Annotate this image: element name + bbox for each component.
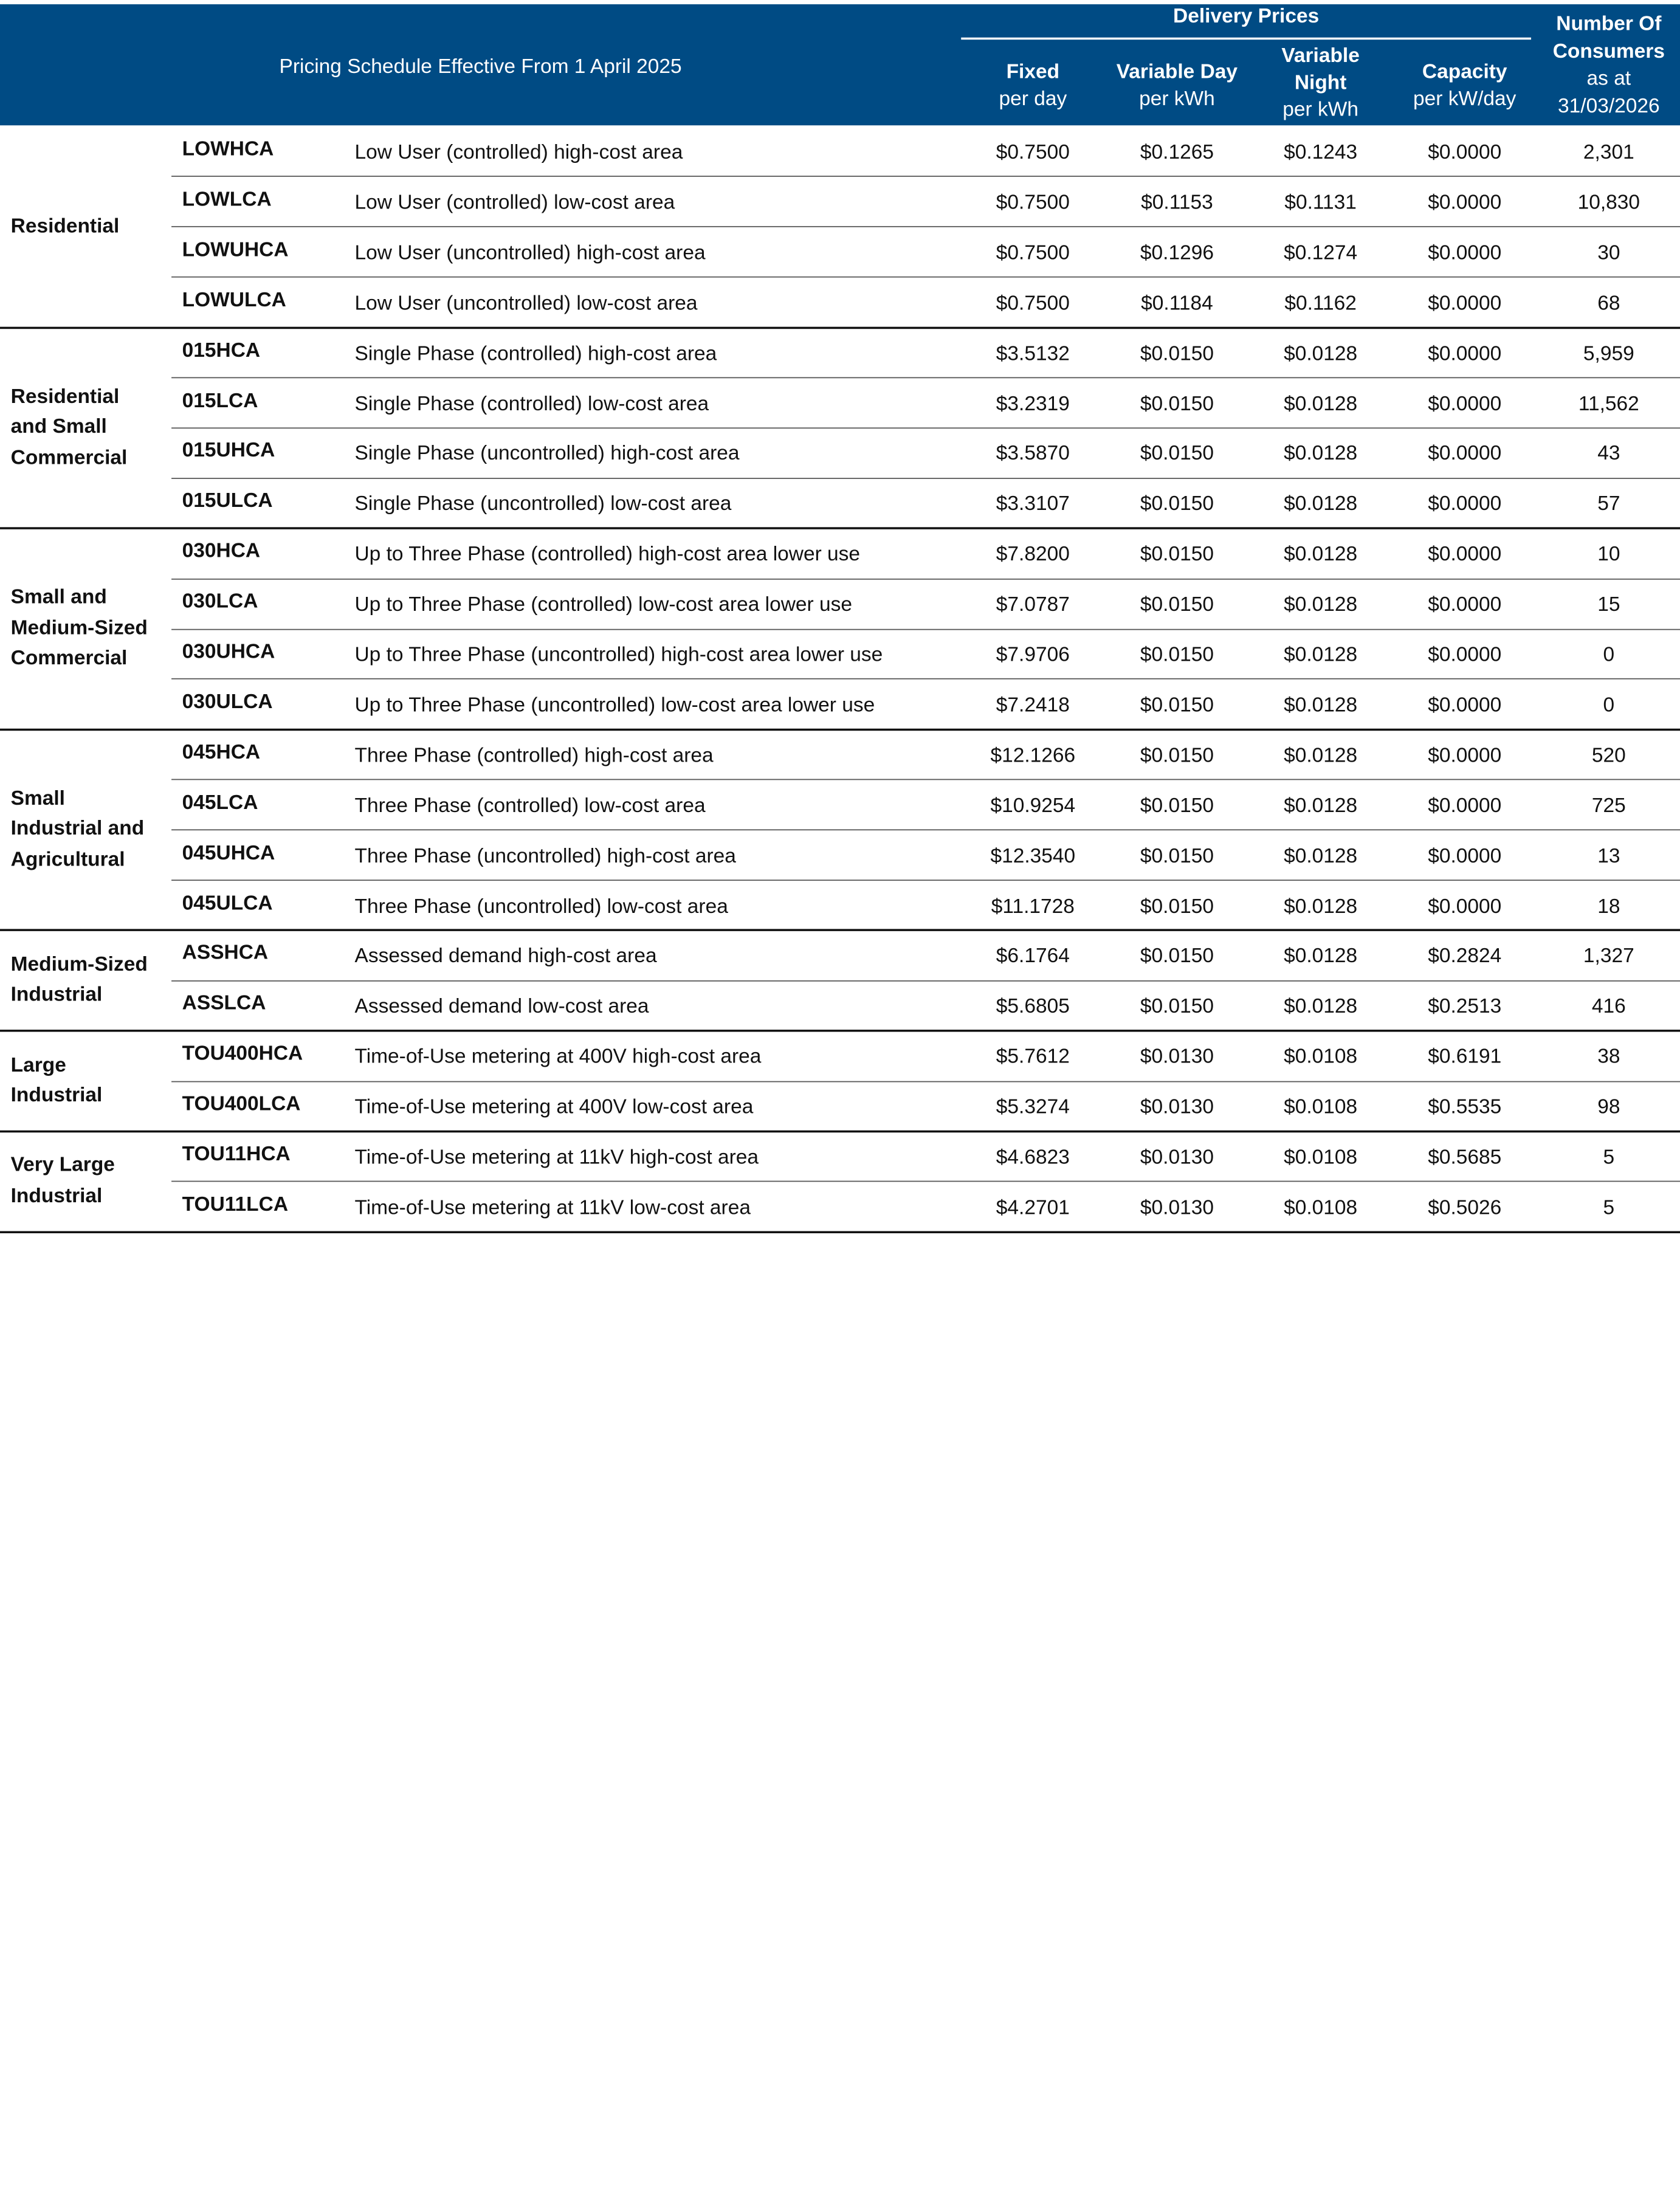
cell-consumers: 15	[1597, 593, 1620, 616]
header-capacity-unit: per kW/day	[1413, 88, 1516, 111]
tariff-code: 015ULCA	[182, 490, 273, 513]
header-capacity	[1392, 59, 1538, 112]
cell-fixed: $3.2319	[996, 393, 1070, 416]
header-variable-night-title-1: Variable	[1281, 45, 1360, 68]
cell-var-day: $0.0130	[1140, 1196, 1214, 1219]
table-row	[171, 528, 1680, 579]
tariff-code: TOU11HCA	[182, 1143, 291, 1166]
header-variable-day-title: Variable Day	[1116, 61, 1238, 84]
cell-var-day: $0.0150	[1140, 895, 1214, 918]
tariff-code: 030UHCA	[182, 641, 275, 664]
cell-fixed: $10.9254	[990, 794, 1076, 818]
tariff-description: Three Phase (uncontrolled) high-cost area	[354, 845, 736, 868]
table-row	[171, 679, 1680, 729]
header-variable-day-unit: per kWh	[1139, 88, 1215, 111]
header-consumers-sub-1: as at	[1586, 67, 1631, 91]
category-label: Residential and Small Commercial	[10, 385, 128, 469]
cell-capacity: $0.0000	[1428, 342, 1502, 365]
cell-var-night: $0.0128	[1284, 543, 1358, 566]
tariff-code: 030LCA	[182, 590, 258, 613]
cell-capacity: $0.0000	[1428, 442, 1502, 466]
cell-fixed: $3.5132	[996, 342, 1070, 365]
table-row	[171, 931, 1680, 981]
cell-consumers: 5	[1603, 1146, 1615, 1169]
cell-fixed: $0.7500	[996, 242, 1070, 265]
table-row	[171, 277, 1680, 328]
cell-capacity: $0.0000	[1428, 694, 1502, 717]
cell-consumers: 30	[1597, 242, 1620, 265]
cell-var-night: $0.0108	[1284, 1045, 1358, 1069]
cell-consumers: 13	[1597, 845, 1620, 868]
cell-fixed: $0.7500	[996, 191, 1070, 215]
cell-capacity: $0.0000	[1428, 845, 1502, 868]
delivery-prices-rule	[961, 38, 1531, 40]
cell-var-day: $0.0150	[1140, 493, 1214, 516]
cell-fixed: $4.2701	[996, 1196, 1070, 1219]
tariff-code: LOWLCA	[182, 188, 272, 212]
cell-var-night: $0.0128	[1284, 442, 1358, 466]
cell-consumers: 1,327	[1583, 945, 1634, 968]
table-row	[171, 1081, 1680, 1132]
cell-capacity: $0.0000	[1428, 141, 1502, 164]
cell-var-day: $0.0150	[1140, 543, 1214, 566]
category-label: Small and Medium-Sized Commercial	[10, 586, 148, 670]
cell-var-day: $0.1184	[1141, 292, 1213, 315]
tariff-code: 030HCA	[182, 540, 261, 563]
cell-var-night: $0.0128	[1284, 393, 1358, 416]
cell-capacity: $0.0000	[1428, 393, 1502, 416]
table-row	[171, 428, 1680, 478]
cell-var-day: $0.0130	[1140, 1096, 1214, 1119]
tariff-code: 015UHCA	[182, 439, 275, 463]
tariff-code: 045ULCA	[182, 892, 273, 915]
cell-var-day: $0.0150	[1140, 342, 1214, 365]
tariff-code: TOU400HCA	[182, 1042, 303, 1066]
tariff-code: 045UHCA	[182, 841, 275, 864]
tariff-code: 015LCA	[182, 389, 258, 412]
cell-consumers: 416	[1591, 996, 1626, 1019]
cell-capacity: $0.2513	[1428, 996, 1502, 1019]
category-label: Large Industrial	[10, 1053, 103, 1107]
cell-var-night: $0.0128	[1284, 593, 1358, 616]
cell-capacity: $0.0000	[1428, 593, 1502, 616]
table-row	[171, 1031, 1680, 1081]
table-row	[171, 579, 1680, 629]
cell-var-night: $0.0128	[1284, 644, 1358, 667]
cell-capacity: $0.0000	[1428, 794, 1502, 818]
cell-var-night: $0.0108	[1284, 1146, 1358, 1169]
cell-fixed: $12.1266	[990, 744, 1076, 767]
cell-consumers: 0	[1603, 694, 1615, 717]
cell-capacity: $0.0000	[1428, 191, 1502, 215]
table-row	[171, 177, 1680, 227]
cell-var-night: $0.1131	[1284, 191, 1357, 215]
cell-consumers: 68	[1597, 292, 1620, 315]
cell-consumers: 18	[1597, 895, 1620, 918]
cell-fixed: $4.6823	[996, 1146, 1070, 1169]
cell-fixed: $7.2418	[996, 694, 1070, 717]
tariff-description: Three Phase (uncontrolled) low-cost area	[354, 895, 728, 918]
cell-capacity: $0.0000	[1428, 744, 1502, 767]
tariff-description: Single Phase (uncontrolled) high-cost area	[354, 442, 740, 466]
cell-var-night: $0.1274	[1284, 242, 1358, 265]
cell-var-night: $0.0128	[1284, 694, 1358, 717]
table-row	[171, 980, 1680, 1031]
cell-capacity: $0.5535	[1428, 1096, 1502, 1119]
header-fixed-unit: per day	[999, 88, 1067, 111]
cell-var-night: $0.0108	[1284, 1096, 1358, 1119]
header-consumers-sub-2: 31/03/2026	[1558, 95, 1660, 118]
tariff-code: LOWHCA	[182, 138, 274, 161]
cell-fixed: $7.0787	[996, 593, 1070, 616]
header-fixed-title: Fixed	[1006, 61, 1060, 84]
table-row	[171, 478, 1680, 529]
tariff-description: Three Phase (controlled) low-cost area	[354, 794, 706, 818]
cell-consumers: 10	[1597, 543, 1620, 566]
table-row	[171, 126, 1680, 177]
category-label: Medium-Sized Industrial	[10, 953, 148, 1007]
tariff-code: 045HCA	[182, 741, 261, 764]
cell-capacity: $0.5685	[1428, 1146, 1502, 1169]
tariff-description: Low User (controlled) low-cost area	[354, 191, 675, 215]
cell-capacity: $0.0000	[1428, 292, 1502, 315]
cell-fixed: $3.5870	[996, 442, 1070, 466]
cell-var-night: $0.0128	[1284, 996, 1358, 1019]
cell-var-day: $0.1153	[1141, 191, 1213, 215]
cell-var-day: $0.0150	[1140, 744, 1214, 767]
cell-fixed: $6.1764	[996, 945, 1070, 968]
tariff-description: Time-of-Use metering at 400V low-cost area	[354, 1096, 754, 1119]
cell-fixed: $12.3540	[990, 845, 1076, 868]
cell-fixed: $11.1728	[991, 895, 1075, 918]
cell-capacity: $0.0000	[1428, 895, 1502, 918]
header-variable-night-title-2: Night	[1294, 72, 1347, 95]
cell-var-day: $0.0150	[1140, 694, 1214, 717]
header-variable-night-unit: per kWh	[1282, 98, 1359, 122]
tariff-description: Single Phase (controlled) low-cost area	[354, 393, 709, 416]
tariff-code: TOU11LCA	[182, 1193, 289, 1216]
cell-fixed: $3.3107	[996, 493, 1070, 516]
category-divider	[0, 1231, 1680, 1233]
table-row	[171, 328, 1680, 378]
cell-var-day: $0.0130	[1140, 1045, 1214, 1069]
cell-var-day: $0.0130	[1140, 1146, 1214, 1169]
tariff-description: Assessed demand high-cost area	[354, 945, 657, 968]
header-fixed	[961, 59, 1104, 112]
cell-var-day: $0.0150	[1140, 644, 1214, 667]
cell-capacity: $0.0000	[1428, 644, 1502, 667]
tariff-description: Single Phase (uncontrolled) low-cost area	[354, 493, 732, 516]
cell-consumers: 5,959	[1583, 342, 1634, 365]
delivery-prices-heading: Delivery Prices	[1173, 5, 1320, 28]
category-label: Small Industrial and Agricultural	[10, 787, 145, 871]
tariff-description: Single Phase (controlled) high-cost area	[354, 342, 717, 365]
tariff-description: Time-of-Use metering at 400V high-cost area	[354, 1045, 762, 1069]
cell-fixed: $5.6805	[996, 996, 1070, 1019]
cell-var-night: $0.0128	[1284, 895, 1358, 918]
cell-consumers: 57	[1597, 493, 1620, 516]
table-row	[171, 377, 1680, 428]
cell-var-night: $0.1162	[1284, 292, 1357, 315]
cell-consumers: 38	[1597, 1045, 1620, 1069]
cell-var-night: $0.0108	[1284, 1196, 1358, 1219]
cell-consumers: 98	[1597, 1096, 1620, 1119]
table-row	[171, 227, 1680, 277]
cell-consumers: 520	[1591, 744, 1626, 767]
tariff-description: Three Phase (controlled) high-cost area	[354, 744, 714, 767]
schedule-title: Pricing Schedule Effective From 1 April 2025	[279, 55, 682, 78]
cell-consumers: 5	[1603, 1196, 1615, 1219]
cell-var-night: $0.0128	[1284, 794, 1358, 818]
cell-var-night: $0.0128	[1284, 342, 1358, 365]
cell-var-day: $0.0150	[1140, 393, 1214, 416]
cell-var-day: $0.0150	[1140, 442, 1214, 466]
tariff-description: Up to Three Phase (uncontrolled) high-cost area lower use	[354, 644, 883, 667]
cell-var-day: $0.1265	[1140, 141, 1214, 164]
tariff-code: 030ULCA	[182, 690, 273, 714]
cell-fixed: $0.7500	[996, 292, 1070, 315]
tariff-description: Up to Three Phase (controlled) high-cost area lower use	[354, 543, 861, 566]
cell-fixed: $7.8200	[996, 543, 1070, 566]
tariff-description: Up to Three Phase (uncontrolled) low-cost area lower use	[354, 694, 875, 717]
cell-capacity: $0.5026	[1428, 1196, 1502, 1219]
cell-capacity: $0.0000	[1428, 493, 1502, 516]
table-row	[171, 1182, 1680, 1232]
category-label: Residential	[10, 215, 120, 238]
cell-capacity: $0.6191	[1428, 1045, 1502, 1069]
tariff-code: 015HCA	[182, 339, 261, 362]
cell-var-night: $0.0128	[1284, 845, 1358, 868]
tariff-code: 045LCA	[182, 791, 258, 814]
tariff-code: LOWUHCA	[182, 238, 289, 261]
cell-var-day: $0.0150	[1140, 996, 1214, 1019]
cell-var-night: $0.0128	[1284, 493, 1358, 516]
tariff-code: LOWULCA	[182, 289, 286, 312]
header-variable-day	[1104, 59, 1249, 112]
header-consumers-title-2: Consumers	[1552, 40, 1665, 63]
cell-capacity: $0.0000	[1428, 242, 1502, 265]
table-row	[171, 1132, 1680, 1182]
tariff-description: Assessed demand low-cost area	[354, 996, 649, 1019]
cell-capacity: $0.2824	[1428, 945, 1502, 968]
table-row	[171, 880, 1680, 931]
tariff-code: TOU400LCA	[182, 1093, 301, 1116]
table-row	[171, 629, 1680, 680]
cell-fixed: $5.7612	[996, 1045, 1070, 1069]
cell-consumers: 725	[1591, 794, 1626, 818]
cell-fixed: $0.7500	[996, 141, 1070, 164]
table-header	[0, 4, 1680, 125]
cell-fixed: $7.9706	[996, 644, 1070, 667]
category-label: Very Large Industrial	[10, 1154, 115, 1208]
cell-consumers: 43	[1597, 442, 1620, 466]
tariff-description: Low User (uncontrolled) high-cost area	[354, 242, 706, 265]
cell-var-night: $0.1243	[1284, 141, 1358, 164]
cell-var-night: $0.0128	[1284, 945, 1358, 968]
tariff-description: Low User (uncontrolled) low-cost area	[354, 292, 698, 315]
cell-capacity: $0.0000	[1428, 543, 1502, 566]
tariff-description: Time-of-Use metering at 11kV low-cost area	[354, 1196, 751, 1219]
tariff-description: Time-of-Use metering at 11kV high-cost area	[354, 1146, 759, 1169]
cell-consumers: 2,301	[1583, 141, 1634, 164]
cell-consumers: 11,562	[1578, 393, 1639, 416]
header-variable-night	[1249, 43, 1391, 123]
cell-var-night: $0.0128	[1284, 744, 1358, 767]
cell-var-day: $0.0150	[1140, 845, 1214, 868]
header-consumers	[1538, 11, 1680, 120]
cell-var-day: $0.1296	[1140, 242, 1214, 265]
table-row	[171, 780, 1680, 830]
cell-var-day: $0.0150	[1140, 945, 1214, 968]
cell-fixed: $5.3274	[996, 1096, 1070, 1119]
cell-consumers: 0	[1603, 644, 1615, 667]
tariff-description: Up to Three Phase (controlled) low-cost area lower use	[354, 593, 852, 616]
header-capacity-title: Capacity	[1422, 61, 1507, 84]
cell-var-day: $0.0150	[1140, 593, 1214, 616]
header-consumers-title-1: Number Of	[1556, 13, 1662, 36]
cell-var-day: $0.0150	[1140, 794, 1214, 818]
table-row	[171, 729, 1680, 780]
tariff-description: Low User (controlled) high-cost area	[354, 141, 683, 164]
table-row	[171, 830, 1680, 880]
tariff-code: ASSHCA	[182, 942, 269, 965]
cell-consumers: 10,830	[1577, 191, 1640, 215]
tariff-code: ASSLCA	[182, 992, 266, 1015]
